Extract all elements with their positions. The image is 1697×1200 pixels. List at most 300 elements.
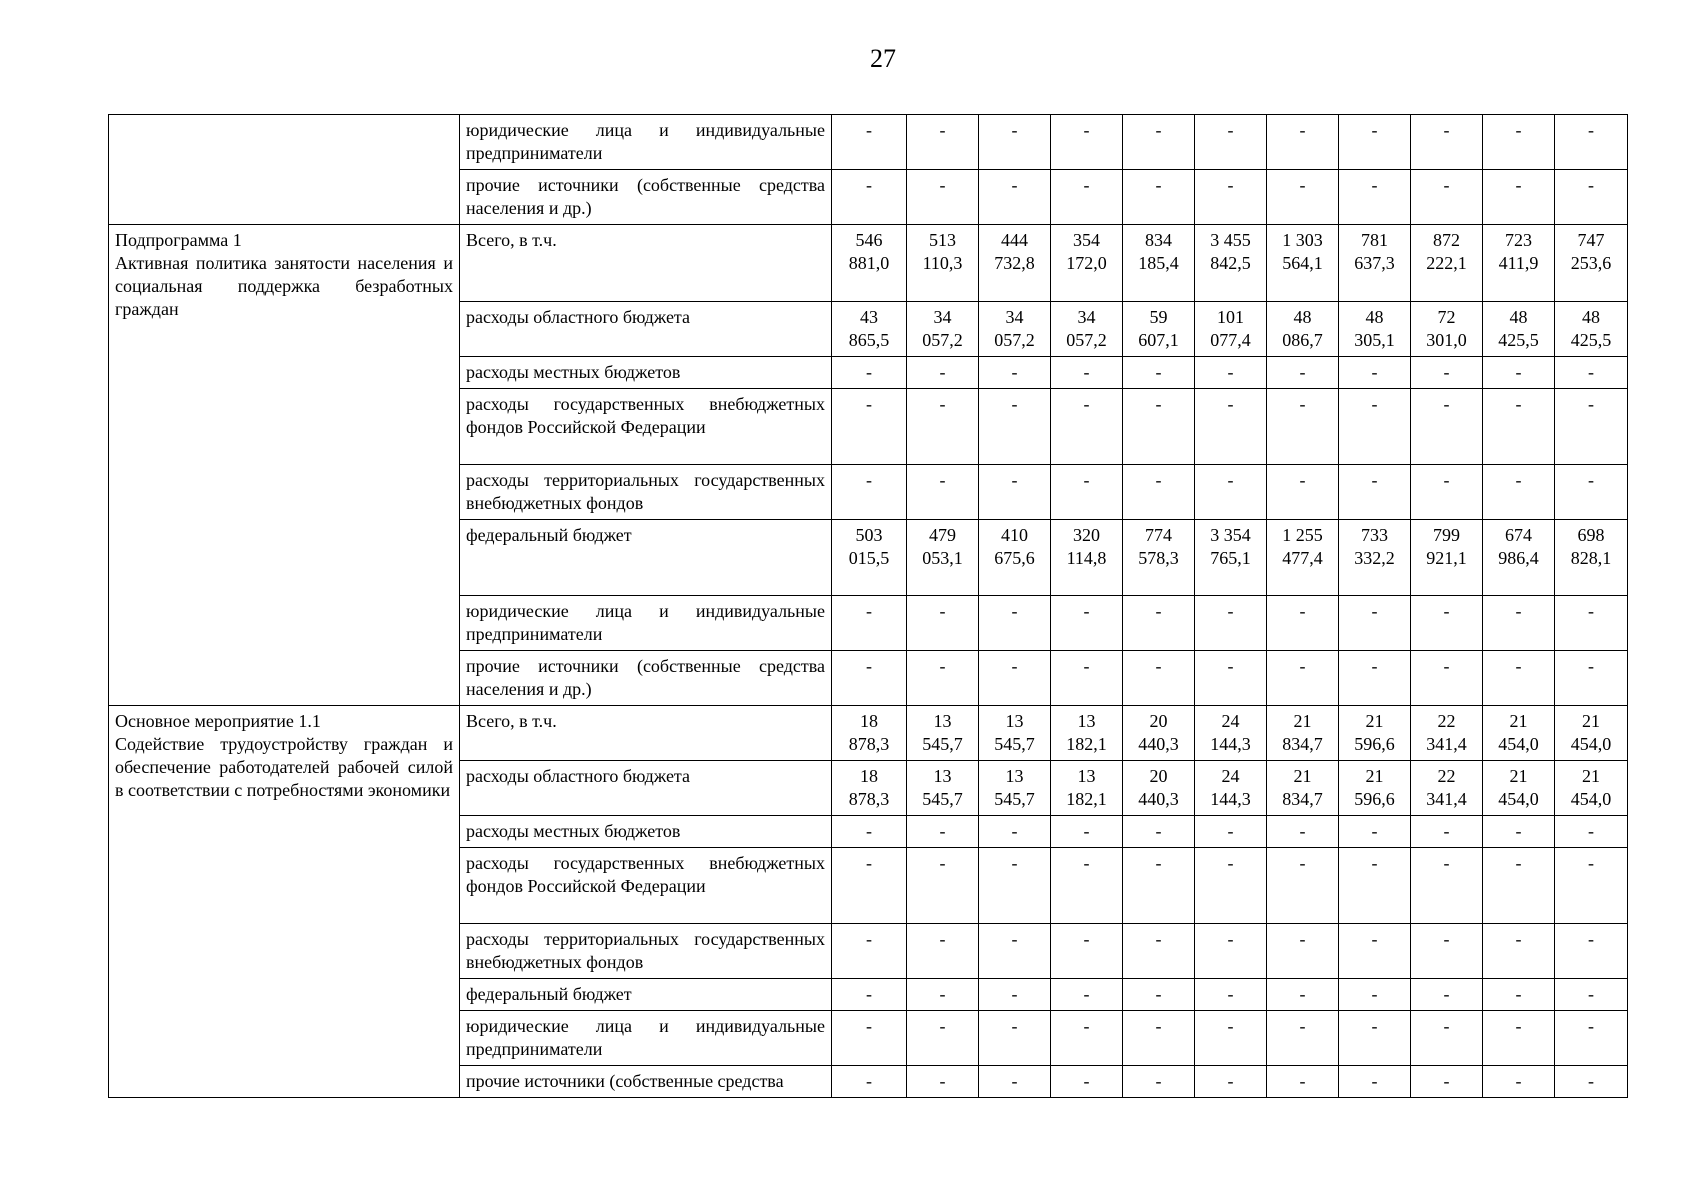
value-cell bbox=[1339, 520, 1411, 596]
value-part: 182,1 bbox=[1066, 734, 1107, 754]
funding-source: прочие источники (собственные средства населения и др.) bbox=[460, 170, 832, 225]
value-cell: - bbox=[1483, 924, 1555, 979]
value-cell: - bbox=[1123, 170, 1195, 225]
value-part: 354 bbox=[1073, 230, 1100, 250]
value-part: 546 bbox=[855, 230, 883, 250]
value-cell: - bbox=[1267, 979, 1339, 1011]
value-part: 732,8 bbox=[994, 253, 1035, 273]
value-cell: - bbox=[979, 115, 1051, 170]
value-cell: - bbox=[907, 979, 979, 1011]
value-part: 057,2 bbox=[922, 330, 963, 350]
value-part: 18 bbox=[860, 711, 878, 731]
value-cell: - bbox=[832, 357, 907, 389]
value-cell: - bbox=[1051, 1011, 1123, 1066]
funding-source: расходы местных бюджетов bbox=[460, 816, 832, 848]
value-cell: - bbox=[1339, 816, 1411, 848]
value-cell: - bbox=[1051, 465, 1123, 520]
value-part: 828,1 bbox=[1570, 548, 1612, 568]
value-cell: - bbox=[979, 389, 1051, 465]
value-part: 3 354 bbox=[1210, 525, 1251, 545]
program-description: Активная политика занятости населения и социальная поддержка безработных граждан bbox=[115, 253, 453, 319]
value-cell bbox=[1267, 520, 1339, 596]
value-cell: - bbox=[979, 848, 1051, 924]
value-part: 43 bbox=[860, 307, 878, 327]
funding-source: федеральный бюджет bbox=[460, 979, 832, 1011]
value-part: 222,1 bbox=[1426, 253, 1467, 273]
value-part: 301,0 bbox=[1426, 330, 1467, 350]
value-cell bbox=[1483, 706, 1555, 761]
value-cell: - bbox=[979, 924, 1051, 979]
value-cell: - bbox=[979, 1066, 1051, 1098]
value-cell: - bbox=[1051, 816, 1123, 848]
value-cell: - bbox=[1339, 979, 1411, 1011]
program-cell bbox=[109, 225, 460, 706]
value-cell: - bbox=[1195, 848, 1267, 924]
value-part: 48 bbox=[1509, 307, 1528, 327]
value-cell: - bbox=[1195, 115, 1267, 170]
value-cell: - bbox=[1195, 816, 1267, 848]
value-cell: - bbox=[907, 1066, 979, 1098]
value-cell bbox=[1411, 706, 1483, 761]
value-part: 513 bbox=[929, 230, 956, 250]
value-cell: - bbox=[1051, 596, 1123, 651]
value-cell: - bbox=[1195, 465, 1267, 520]
value-part: 698 bbox=[1577, 525, 1605, 545]
value-cell bbox=[1267, 302, 1339, 357]
value-cell: - bbox=[1123, 924, 1195, 979]
value-part: 479 bbox=[929, 525, 956, 545]
value-part: 21 bbox=[1582, 766, 1600, 786]
value-part: 637,3 bbox=[1354, 253, 1395, 273]
value-part: 20 bbox=[1149, 711, 1168, 731]
funding-source: Всего, в т.ч. bbox=[460, 706, 832, 761]
value-cell bbox=[1051, 225, 1123, 302]
value-cell: - bbox=[1123, 389, 1195, 465]
value-cell bbox=[979, 520, 1051, 596]
value-part: 1 255 bbox=[1282, 525, 1323, 545]
value-cell: - bbox=[907, 1011, 979, 1066]
budget-table bbox=[108, 114, 1628, 1098]
value-cell: - bbox=[907, 848, 979, 924]
value-cell: - bbox=[1195, 1011, 1267, 1066]
value-part: 440,3 bbox=[1138, 734, 1179, 754]
value-part: 21 bbox=[1293, 766, 1312, 786]
value-cell: - bbox=[1555, 848, 1628, 924]
value-part: 1 303 bbox=[1282, 230, 1323, 250]
value-cell: - bbox=[1411, 170, 1483, 225]
program-description: Содействие трудоустройству граждан и обеспечение работодателей рабочей силой в соответствии с потребностями экономики bbox=[115, 734, 453, 800]
value-part: 077,4 bbox=[1210, 330, 1251, 350]
value-cell: - bbox=[1195, 979, 1267, 1011]
table-row bbox=[109, 706, 1628, 761]
value-cell: - bbox=[832, 389, 907, 465]
value-cell: - bbox=[1411, 651, 1483, 706]
value-cell: - bbox=[1411, 115, 1483, 170]
value-part: 675,6 bbox=[994, 548, 1035, 568]
value-cell: - bbox=[832, 596, 907, 651]
funding-source: расходы государственных внебюджетных фондов Российской Федерации bbox=[460, 389, 832, 465]
value-cell: - bbox=[1051, 389, 1123, 465]
value-cell: - bbox=[1267, 465, 1339, 520]
value-cell bbox=[1555, 706, 1628, 761]
value-cell: - bbox=[1555, 465, 1628, 520]
value-cell bbox=[1339, 225, 1411, 302]
value-cell: - bbox=[1339, 596, 1411, 651]
value-cell bbox=[1411, 225, 1483, 302]
value-cell: - bbox=[1267, 389, 1339, 465]
value-cell: - bbox=[1267, 924, 1339, 979]
value-cell: - bbox=[1051, 651, 1123, 706]
value-part: 842,5 bbox=[1210, 253, 1251, 273]
value-cell: - bbox=[1051, 924, 1123, 979]
value-cell bbox=[1483, 302, 1555, 357]
value-cell: - bbox=[1195, 357, 1267, 389]
value-part: 21 bbox=[1365, 766, 1384, 786]
value-part: 411,9 bbox=[1498, 253, 1539, 273]
value-cell: - bbox=[1339, 848, 1411, 924]
value-part: 253,6 bbox=[1570, 253, 1612, 273]
value-cell: - bbox=[1267, 357, 1339, 389]
value-cell bbox=[1051, 302, 1123, 357]
value-cell bbox=[1123, 225, 1195, 302]
value-part: 48 bbox=[1582, 307, 1600, 327]
value-cell: - bbox=[1555, 924, 1628, 979]
value-part: 834 bbox=[1145, 230, 1172, 250]
value-part: 144,3 bbox=[1210, 789, 1251, 809]
value-part: 114,8 bbox=[1066, 548, 1107, 568]
value-part: 21 bbox=[1365, 711, 1384, 731]
value-cell bbox=[1195, 302, 1267, 357]
value-part: 872 bbox=[1433, 230, 1460, 250]
value-cell bbox=[1123, 706, 1195, 761]
value-part: 13 bbox=[1077, 766, 1096, 786]
value-cell: - bbox=[1483, 465, 1555, 520]
value-cell: - bbox=[832, 979, 907, 1011]
value-cell bbox=[1123, 302, 1195, 357]
value-cell: - bbox=[1411, 848, 1483, 924]
value-part: 053,1 bbox=[922, 548, 963, 568]
value-part: 21 bbox=[1582, 711, 1600, 731]
value-part: 59 bbox=[1149, 307, 1168, 327]
value-cell: - bbox=[1339, 465, 1411, 520]
value-part: 881,0 bbox=[848, 253, 890, 273]
value-cell bbox=[1555, 761, 1628, 816]
value-cell: - bbox=[1051, 115, 1123, 170]
value-cell bbox=[1195, 706, 1267, 761]
value-cell: - bbox=[832, 465, 907, 520]
value-cell: - bbox=[832, 170, 907, 225]
value-part: 341,4 bbox=[1426, 789, 1467, 809]
value-cell bbox=[832, 761, 907, 816]
value-cell bbox=[1483, 225, 1555, 302]
value-cell: - bbox=[1411, 1011, 1483, 1066]
value-cell bbox=[1195, 520, 1267, 596]
value-cell bbox=[1483, 520, 1555, 596]
value-part: 22 bbox=[1437, 766, 1456, 786]
page-number: 27 bbox=[870, 44, 896, 73]
value-part: 057,2 bbox=[1066, 330, 1107, 350]
value-cell: - bbox=[1555, 170, 1628, 225]
value-part: 20 bbox=[1149, 766, 1168, 786]
value-cell: - bbox=[979, 1011, 1051, 1066]
value-cell: - bbox=[1123, 651, 1195, 706]
value-cell bbox=[1195, 225, 1267, 302]
value-part: 477,4 bbox=[1282, 548, 1323, 568]
value-cell: - bbox=[1339, 1066, 1411, 1098]
value-cell: - bbox=[1267, 1066, 1339, 1098]
value-cell: - bbox=[1267, 596, 1339, 651]
value-part: 72 bbox=[1437, 307, 1456, 327]
value-cell bbox=[1339, 706, 1411, 761]
funding-source: расходы территориальных государственных внебюджетных фондов bbox=[460, 924, 832, 979]
value-cell bbox=[1267, 225, 1339, 302]
value-cell bbox=[907, 761, 979, 816]
value-cell: - bbox=[1411, 357, 1483, 389]
value-cell: - bbox=[1339, 651, 1411, 706]
value-cell: - bbox=[1123, 979, 1195, 1011]
value-part: 185,4 bbox=[1138, 253, 1179, 273]
value-cell: - bbox=[832, 816, 907, 848]
value-part: 410 bbox=[1001, 525, 1028, 545]
value-part: 18 bbox=[860, 766, 878, 786]
value-part: 596,6 bbox=[1354, 789, 1395, 809]
value-cell: - bbox=[1339, 389, 1411, 465]
value-part: 182,1 bbox=[1066, 789, 1107, 809]
funding-source: Всего, в т.ч. bbox=[460, 225, 832, 302]
value-part: 057,2 bbox=[994, 330, 1035, 350]
value-cell: - bbox=[1483, 651, 1555, 706]
value-part: 454,0 bbox=[1498, 789, 1539, 809]
value-part: 21 bbox=[1509, 711, 1528, 731]
value-cell: - bbox=[1051, 979, 1123, 1011]
funding-source: расходы местных бюджетов bbox=[460, 357, 832, 389]
value-cell bbox=[1051, 706, 1123, 761]
value-cell: - bbox=[1555, 651, 1628, 706]
value-cell: - bbox=[1555, 357, 1628, 389]
value-cell bbox=[1555, 520, 1628, 596]
value-cell: - bbox=[1195, 170, 1267, 225]
value-cell bbox=[907, 302, 979, 357]
value-cell: - bbox=[1483, 1066, 1555, 1098]
value-cell: - bbox=[1123, 848, 1195, 924]
value-part: 799 bbox=[1433, 525, 1460, 545]
value-cell: - bbox=[1483, 596, 1555, 651]
value-part: 545,7 bbox=[994, 734, 1035, 754]
value-cell: - bbox=[1555, 816, 1628, 848]
value-cell: - bbox=[1123, 1066, 1195, 1098]
value-cell bbox=[1555, 302, 1628, 357]
table-body bbox=[109, 115, 1628, 1098]
value-part: 015,5 bbox=[848, 548, 890, 568]
value-cell bbox=[1339, 761, 1411, 816]
value-cell bbox=[1267, 761, 1339, 816]
funding-source: прочие источники (собственные средства bbox=[460, 1066, 832, 1098]
value-cell: - bbox=[1267, 848, 1339, 924]
value-part: 21 bbox=[1293, 711, 1312, 731]
value-part: 101 bbox=[1217, 307, 1244, 327]
value-part: 24 bbox=[1221, 711, 1240, 731]
value-part: 13 bbox=[1005, 766, 1024, 786]
value-cell: - bbox=[1051, 848, 1123, 924]
value-part: 596,6 bbox=[1354, 734, 1395, 754]
value-part: 48 bbox=[1365, 307, 1384, 327]
value-cell bbox=[1051, 761, 1123, 816]
value-part: 320 bbox=[1073, 525, 1100, 545]
value-part: 172,0 bbox=[1066, 253, 1107, 273]
value-cell: - bbox=[1195, 596, 1267, 651]
value-part: 723 bbox=[1505, 230, 1532, 250]
value-cell: - bbox=[832, 115, 907, 170]
value-cell: - bbox=[1123, 596, 1195, 651]
value-cell: - bbox=[1411, 596, 1483, 651]
value-part: 24 bbox=[1221, 766, 1240, 786]
value-cell: - bbox=[1555, 1011, 1628, 1066]
value-cell bbox=[907, 225, 979, 302]
value-cell: - bbox=[1123, 816, 1195, 848]
value-cell: - bbox=[1555, 389, 1628, 465]
value-cell bbox=[1267, 706, 1339, 761]
value-part: 781 bbox=[1361, 230, 1388, 250]
value-cell: - bbox=[1339, 115, 1411, 170]
value-cell: - bbox=[907, 170, 979, 225]
value-cell bbox=[832, 225, 907, 302]
value-cell: - bbox=[979, 979, 1051, 1011]
value-part: 144,3 bbox=[1210, 734, 1251, 754]
value-cell: - bbox=[1411, 1066, 1483, 1098]
value-cell bbox=[1411, 761, 1483, 816]
value-cell bbox=[1411, 520, 1483, 596]
value-cell: - bbox=[1195, 924, 1267, 979]
value-part: 564,1 bbox=[1282, 253, 1323, 273]
value-cell: - bbox=[1267, 651, 1339, 706]
value-cell: - bbox=[832, 1011, 907, 1066]
funding-source: юридические лица и индивидуальные предприниматели bbox=[460, 115, 832, 170]
value-cell: - bbox=[979, 357, 1051, 389]
value-cell bbox=[1123, 520, 1195, 596]
value-part: 305,1 bbox=[1354, 330, 1395, 350]
value-part: 674 bbox=[1505, 525, 1532, 545]
value-part: 341,4 bbox=[1426, 734, 1467, 754]
value-cell bbox=[1483, 761, 1555, 816]
value-part: 34 bbox=[933, 307, 952, 327]
value-part: 13 bbox=[1077, 711, 1096, 731]
value-part: 48 bbox=[1293, 307, 1312, 327]
value-part: 878,3 bbox=[848, 734, 890, 754]
value-cell: - bbox=[832, 651, 907, 706]
funding-source: юридические лица и индивидуальные предприниматели bbox=[460, 596, 832, 651]
value-part: 878,3 bbox=[848, 789, 890, 809]
value-part: 13 bbox=[1005, 711, 1024, 731]
funding-source: расходы областного бюджета bbox=[460, 761, 832, 816]
value-cell: - bbox=[1267, 170, 1339, 225]
value-part: 503 bbox=[855, 525, 883, 545]
value-part: 34 bbox=[1077, 307, 1096, 327]
value-cell: - bbox=[1483, 115, 1555, 170]
value-cell: - bbox=[1123, 465, 1195, 520]
value-cell: - bbox=[1483, 816, 1555, 848]
funding-source: прочие источники (собственные средства населения и др.) bbox=[460, 651, 832, 706]
value-cell: - bbox=[1051, 170, 1123, 225]
value-cell: - bbox=[832, 924, 907, 979]
value-part: 425,5 bbox=[1570, 330, 1612, 350]
funding-source: расходы государственных внебюджетных фондов Российской Федерации bbox=[460, 848, 832, 924]
value-part: 086,7 bbox=[1282, 330, 1323, 350]
value-cell: - bbox=[1195, 651, 1267, 706]
value-cell: - bbox=[1483, 1011, 1555, 1066]
value-cell: - bbox=[1555, 115, 1628, 170]
value-part: 921,1 bbox=[1426, 548, 1467, 568]
value-cell: - bbox=[979, 651, 1051, 706]
value-cell: - bbox=[1483, 357, 1555, 389]
value-cell: - bbox=[1411, 389, 1483, 465]
value-cell bbox=[1195, 761, 1267, 816]
value-cell bbox=[1411, 302, 1483, 357]
value-part: 13 bbox=[933, 766, 952, 786]
value-part: 454,0 bbox=[1570, 734, 1612, 754]
value-cell: - bbox=[1411, 924, 1483, 979]
value-cell bbox=[1123, 761, 1195, 816]
program-title: Основное мероприятие 1.1 bbox=[115, 711, 321, 731]
value-part: 578,3 bbox=[1138, 548, 1179, 568]
value-cell bbox=[832, 706, 907, 761]
program-cell bbox=[109, 115, 460, 225]
value-cell: - bbox=[907, 596, 979, 651]
value-part: 545,7 bbox=[994, 789, 1035, 809]
funding-source: расходы территориальных государственных внебюджетных фондов bbox=[460, 465, 832, 520]
value-cell: - bbox=[1195, 1066, 1267, 1098]
funding-source: федеральный бюджет bbox=[460, 520, 832, 596]
value-part: 733 bbox=[1361, 525, 1388, 545]
value-cell: - bbox=[1195, 389, 1267, 465]
value-cell: - bbox=[907, 651, 979, 706]
value-part: 545,7 bbox=[922, 789, 963, 809]
value-cell: - bbox=[1267, 816, 1339, 848]
value-cell: - bbox=[1267, 115, 1339, 170]
value-cell bbox=[979, 225, 1051, 302]
value-part: 425,5 bbox=[1498, 330, 1539, 350]
value-part: 834,7 bbox=[1282, 789, 1323, 809]
value-cell: - bbox=[907, 389, 979, 465]
value-part: 21 bbox=[1509, 766, 1528, 786]
value-part: 454,0 bbox=[1570, 789, 1612, 809]
value-cell: - bbox=[1411, 816, 1483, 848]
value-cell: - bbox=[1411, 465, 1483, 520]
value-part: 834,7 bbox=[1282, 734, 1323, 754]
funding-source: юридические лица и индивидуальные предприниматели bbox=[460, 1011, 832, 1066]
value-cell: - bbox=[1483, 170, 1555, 225]
value-cell bbox=[1339, 302, 1411, 357]
value-cell: - bbox=[979, 596, 1051, 651]
value-part: 110,3 bbox=[922, 253, 963, 273]
value-cell: - bbox=[1411, 979, 1483, 1011]
value-cell: - bbox=[907, 465, 979, 520]
value-cell: - bbox=[1483, 389, 1555, 465]
value-cell bbox=[907, 706, 979, 761]
value-part: 440,3 bbox=[1138, 789, 1179, 809]
table-row bbox=[109, 225, 1628, 302]
funding-source: расходы областного бюджета bbox=[460, 302, 832, 357]
program-title: Подпрограмма 1 bbox=[115, 230, 242, 250]
value-cell: - bbox=[979, 816, 1051, 848]
value-cell: - bbox=[1051, 1066, 1123, 1098]
value-cell: - bbox=[979, 170, 1051, 225]
value-part: 865,5 bbox=[848, 330, 890, 350]
value-cell bbox=[979, 302, 1051, 357]
value-part: 986,4 bbox=[1498, 548, 1539, 568]
value-part: 3 455 bbox=[1210, 230, 1251, 250]
value-part: 774 bbox=[1145, 525, 1172, 545]
value-cell: - bbox=[1123, 1011, 1195, 1066]
